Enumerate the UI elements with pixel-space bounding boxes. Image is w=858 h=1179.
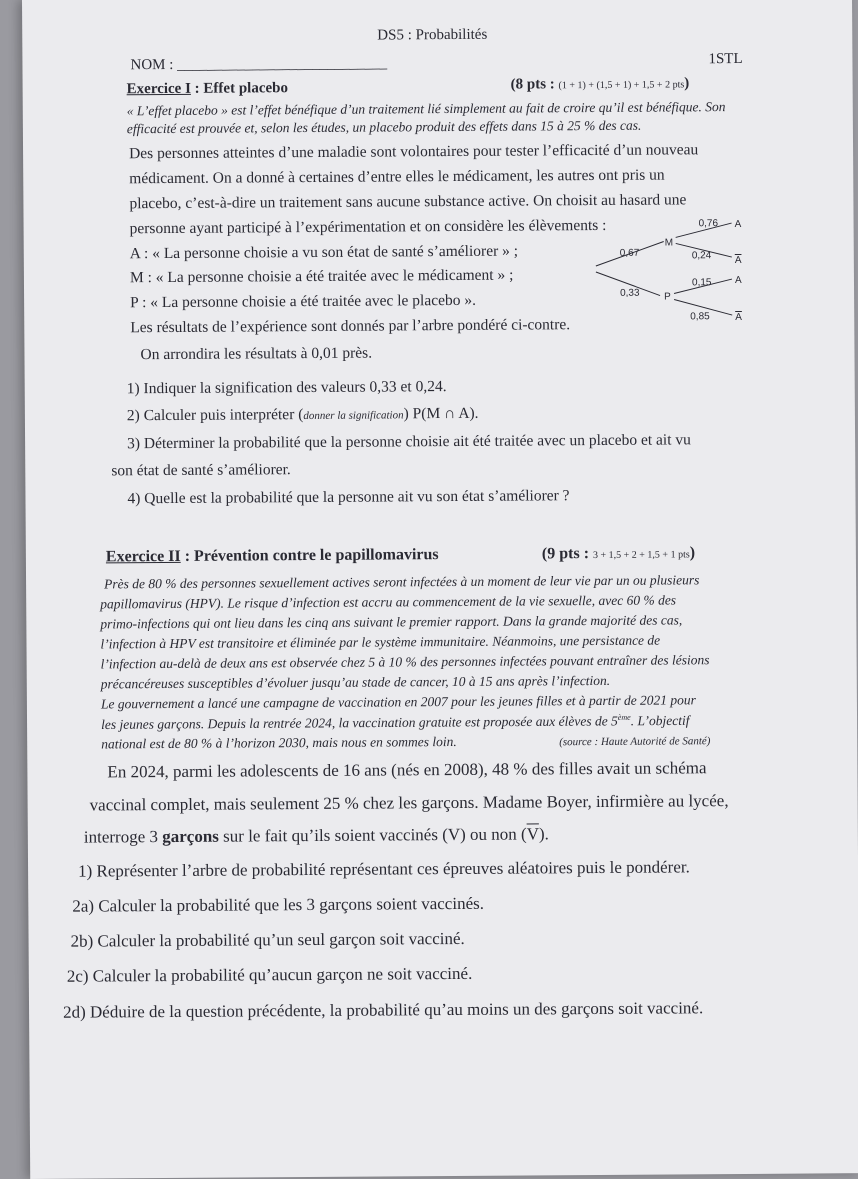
exercise-2-body-line	[84, 824, 549, 847]
exercise-1-body-line: personne ayant participé à l’expérimentation et on considère les élèvements :	[129, 216, 607, 238]
exercise-2-intro-line: l’infection au-delà de deux ans est observée chez 5 à 10 % des personnes infectées pouvant entraîner des lésions	[100, 652, 710, 672]
exercise-2-intro-line: papillomavirus (HPV). Le risque d’infection est accru au commencement de la vie sexuelle, avec 60 % des	[100, 592, 677, 612]
exercise-2-question-1: 1) Représenter l’arbre de probabilité représentant ces épreuves aléatoires puis le pondérer.	[78, 857, 690, 881]
exercise-2-intro-line: national est de 80 % à l’horizon 2030, mais nous en sommes loin.	[101, 733, 457, 752]
tree-prob-a-given-p: 0,15	[691, 277, 712, 289]
exercise-2-objective-tail: . L’objectif	[630, 712, 690, 729]
exercise-2-points	[542, 544, 695, 563]
event-a-definition: A : « La personne choisie a vu son état de santé s’améliorer » ;	[129, 242, 519, 263]
exercise-1-intro-line: « L’effet placebo » est l’effet bénéfique d’un traitement lié simplement au fait de croire qu’il est bénéfique. Son	[126, 99, 726, 119]
grade-superscript: ème	[617, 712, 631, 722]
exercise-1-label: Exercice I	[126, 80, 191, 98]
name-field-label: NOM : ____________________________	[130, 55, 388, 74]
exercise-1-points-close: )	[684, 75, 690, 92]
exercise-2-heading	[106, 546, 439, 566]
exercise-1-results-line: Les résultats de l’expérience sont donnés par l’arbre pondéré ci-contre.	[130, 316, 571, 337]
exercise-1-body-line: placebo, c’est-à-dire un traitement sans aucune substance active. On choisit au hasard une	[129, 191, 687, 213]
probability-tree	[596, 213, 767, 334]
exercise-1-heading	[127, 80, 288, 98]
exercise-2-title: : Prévention contre le papillomavirus	[180, 546, 439, 565]
tree-node-p: P	[664, 291, 671, 303]
tree-prob-abar-given-m: 0,24	[691, 250, 712, 262]
tree-leaf-abar: A	[735, 311, 742, 324]
tree-leaf-a: A	[734, 218, 742, 231]
question-2-text-start: 2) Calculer puis interpréter (	[126, 406, 304, 425]
exercise-1-question-3: 3) Déterminer la probabilité que la personne choisie ait été traitée avec un placebo et ait vu	[127, 431, 691, 453]
exercise-2-label: Exercice II	[105, 547, 181, 566]
body-text-end: ).	[538, 824, 549, 844]
question-2-hint: donner la signification	[303, 409, 404, 423]
tree-prob-m: 0,67	[619, 247, 640, 259]
exercise-1-body-line: Des personnes atteintes d’une maladie sont volontaires pour tester l’efficacité d’un nouveau	[129, 141, 699, 163]
exercise-1-points	[511, 75, 690, 93]
event-m-definition: M : « La personne choisie a été traitée avec le médicament » ;	[129, 266, 514, 287]
question-2-text-end: ) P(M ∩ A).	[403, 404, 479, 423]
exercise-2-intro-line: l’infection à HPV est transitoire et éliminée par le système immunitaire. Néanmoins, une persistance de	[100, 632, 661, 652]
tree-node-m: M	[664, 237, 674, 249]
exercise-1-question-1: 1) Indiquer la signification des valeurs 0,33 et 0,24.	[126, 378, 447, 398]
exercise-2-body-line: vaccinal complet, mais seulement 25 % chez les garçons. Madame Boyer, infirmière au lycée,	[89, 791, 729, 815]
exercise-2-intro-line: Près de 80 % des personnes sexuellement actives seront infectées à un moment de leur vie par un ou plusieurs	[104, 572, 700, 592]
tree-leaf-abar: A	[734, 254, 742, 267]
exercise-2-intro-line: Le gouvernement a lancé une campagne de vaccination en 2007 pour les jeunes filles et à partir de 2021 pour	[100, 692, 696, 712]
exercise-1-points-main: (8 pts :	[510, 76, 559, 93]
body-bold-word: garçons	[162, 826, 219, 847]
body-text-start: interroge 3	[83, 827, 163, 847]
tree-prob-abar-given-p: 0,85	[690, 311, 710, 323]
source-citation: (source : Haute Autorité de Santé)	[559, 735, 711, 749]
exercise-2-intro-line: précancéreuses susceptibles d’évoluer jusqu’au stade de cancer, 10 à 15 ans après l’infection.	[100, 672, 611, 692]
exercise-2-points-close: )	[689, 544, 696, 562]
exercise-1-rounding-line: On arrondira les résultats à 0,01 près.	[140, 344, 373, 364]
exercise-2-body-line: En 2024, parmi les adolescents de 16 ans (nés en 2008), 48 % des filles avait un schéma	[107, 758, 707, 782]
exercise-2-intro-line	[101, 712, 690, 733]
exercise-2-question-2b: 2b) Calculer la probabilité qu’un seul garçon soit vacciné.	[70, 928, 465, 951]
v-bar-symbol: $\overline{V}$	[526, 824, 540, 844]
exercise-2-question-2a: 2a) Calculer la probabilité que les 3 garçons soient vaccinés.	[72, 893, 485, 916]
tree-prob-p: 0,33	[620, 287, 640, 299]
exercise-2-question-2c: 2c) Calculer la probabilité qu’aucun garçon ne soit vacciné.	[66, 963, 473, 986]
tree-leaf-a: A	[734, 274, 742, 287]
exercise-1-points-detail: (1 + 1) + (1,5 + 1) + 1,5 + 2 pts	[558, 79, 685, 92]
exercise-1-body-line: médicament. On a donné à certaines d’entre elles le médicament, les autres ont pris un	[129, 166, 665, 188]
exercise-2-question-2d: 2d) Déduire de la question précédente, la probabilité qu’au moins un des garçons soit vacciné.	[63, 998, 704, 1022]
exercise-2-points-detail: 3 + 1,5 + 2 + 1,5 + 1 pts	[592, 549, 690, 562]
exercise-1-question-2	[127, 405, 479, 425]
exercise-2-points-main: (9 pts :	[541, 545, 594, 563]
tree-prob-a-given-m: 0,76	[698, 218, 719, 230]
exercise-1-question-4: 4) Quelle est la probabilité que la personne ait vu son état s’améliorer ?	[127, 487, 570, 508]
class-label: 1STL	[708, 50, 743, 68]
exercise-1-title: : Effet placebo	[190, 80, 289, 97]
body-text-middle: sur le fait qu’ils soient vaccinés (V) ou non (	[218, 824, 527, 846]
exercise-2-intro-text: les jeunes garçons. Depuis la rentrée 2024, la vaccination gratuite est proposée aux élèves de 5	[101, 713, 618, 732]
event-p-definition: P : « La personne choisie a été traitée avec le placebo ».	[130, 291, 477, 312]
exercise-1-question-3-continued: son état de santé s’améliorer.	[111, 461, 291, 480]
page-title: DS5 : Probabilités	[377, 26, 488, 44]
exercise-2-intro-line: primo-infections qui ont lieu dans les cinq ans suivant le premier rapport. Dans la grande majorité des cas,	[100, 612, 683, 632]
exercise-1-intro-line: efficacité est prouvée et, selon les études, un placebo produit des effets dans 15 à 25 % des cas.	[126, 117, 642, 137]
worksheet-page	[22, 0, 858, 1179]
